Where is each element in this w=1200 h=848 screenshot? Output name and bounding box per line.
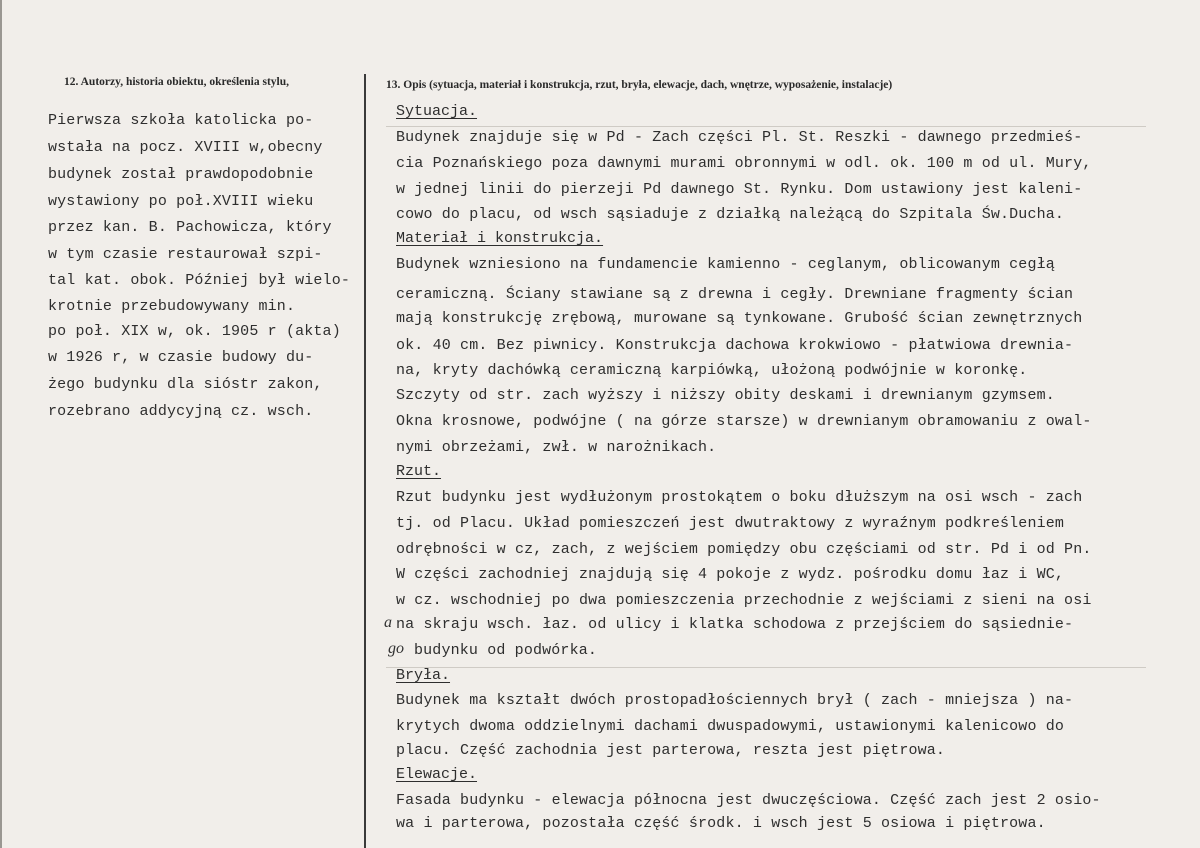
desc-line: Fasada budynku - elewacja północna jest dwuczęściowa. Część zach jest 2 osio- — [396, 792, 1101, 809]
desc-line: krytych dwoma oddzielnymi dachami dwuspadowymi, ustawionymi kalenicowo do — [396, 718, 1065, 735]
left-column-heading: 12. Autorzy, historia obiektu, określenia stylu, — [64, 76, 290, 88]
section-title-elewacje: Elewacje. — [396, 766, 478, 783]
desc-line: mają konstrukcję zrębową, murowane są tynkowane. Grubość ścian zewnętrznych — [396, 310, 1083, 327]
desc-line: Budynek ma kształt dwóch prostopadłościennych brył ( zach - mniejsza ) na- — [396, 692, 1074, 709]
left-line: budynek został prawdopodobnie — [48, 166, 314, 183]
desc-line: ok. 40 cm. Bez piwnicy. Konstrukcja dachowa krokwiowo - płatwiowa drewnia- — [396, 337, 1074, 354]
desc-line: Rzut budynku jest wydłużonym prostokątem o boku dłuższym na osi wsch - zach — [396, 489, 1083, 506]
form-rule — [386, 126, 1146, 127]
left-line: wystawiony po poł.XVIII wieku — [48, 193, 314, 210]
section-title-bryla: Bryła. — [396, 667, 451, 684]
section-title-sytuacja: Sytuacja. — [396, 103, 478, 120]
desc-line: cowo do placu, od wsch sąsiaduje z działką należącą do Szpitala Św.Ducha. — [396, 206, 1065, 223]
left-line: przez kan. B. Pachowicza, który — [48, 219, 332, 236]
left-line: w tym czasie restaurował szpi- — [48, 246, 323, 263]
desc-line: Szczyty od str. zach wyższy i niższy obity deskami i drewnianym gzymsem. — [396, 387, 1055, 404]
desc-line: wa i parterowa, pozostała część środk. i wsch jest 5 osiowa i piętrowa. — [396, 815, 1046, 832]
left-line: Pierwsza szkoła katolicka po- — [48, 112, 314, 129]
section-title-rzut: Rzut. — [396, 463, 442, 480]
desc-line: w jednej linii do pierzeji Pd dawnego St. Rynku. Dom ustawiony jest kaleni- — [396, 181, 1083, 198]
desc-line: odrębności w cz, zach, z wejściem pomiędzy obu częściami od str. Pd i od Pn. — [396, 541, 1092, 558]
left-line: krotnie przebudowywany min. — [48, 298, 296, 315]
column-divider — [364, 74, 366, 848]
form-rule — [386, 667, 1146, 668]
desc-line: tj. od Placu. Układ pomieszczeń jest dwutraktowy z wyraźnym podkreśleniem — [396, 515, 1065, 532]
desc-line: Budynek znajduje się w Pd - Zach części Pl. St. Reszki - dawnego przedmieś- — [396, 129, 1083, 146]
left-line: tal kat. obok. Później był wielo- — [48, 272, 350, 289]
section-title-material: Materiał i konstrukcja. — [396, 230, 604, 247]
desc-line: cia Poznańskiego poza dawnymi murami obronnymi w odl. ok. 100 m od ul. Mury, — [396, 155, 1092, 172]
desc-line: na skraju wsch. łaz. od ulicy i klatka schodowa z przejściem do sąsiednie- — [396, 616, 1074, 633]
handwritten-mark-go: go — [388, 640, 404, 657]
desc-line: Budynek wzniesiono na fundamencie kamienno - ceglanym, oblicowanym cegłą — [396, 256, 1055, 273]
desc-line: nymi obrzeżami, zwł. w narożnikach. — [396, 439, 717, 456]
desc-line: w cz. wschodniej po dwa pomieszczenia przechodnie z wejściami z sieni na osi — [396, 592, 1092, 609]
desc-line: budynku od podwórka. — [414, 642, 598, 659]
right-column-heading: 13. Opis (sytuacja, materiał i konstrukcja, rzut, bryła, elewacje, dach, wnętrze, wyposażenie, instalacje) — [386, 79, 893, 91]
left-line: rozebrano addycyjną cz. wsch. — [48, 403, 314, 420]
left-line: po poł. XIX w, ok. 1905 r (akta) — [48, 323, 341, 340]
handwritten-mark-a: a — [384, 614, 392, 631]
desc-line: placu. Część zachodnia jest parterowa, reszta jest piętrowa. — [396, 742, 946, 759]
left-line: żego budynku dla sióstr zakon, — [48, 376, 323, 393]
desc-line: ceramiczną. Ściany stawiane są z drewna i cegły. Drewniane fragmenty ścian — [396, 286, 1074, 303]
desc-line: W części zachodniej znajdują się 4 pokoje z wydz. pośrodku domu łaz i WC, — [396, 566, 1065, 583]
desc-line: na, kryty dachówką ceramiczną karpiówką, ułożoną podwójnie w koronkę. — [396, 362, 1028, 379]
left-line: w 1926 r, w czasie budowy du- — [48, 349, 314, 366]
left-line: wstała na pocz. XVIII w,obecny — [48, 139, 323, 156]
desc-line: Okna krosnowe, podwójne ( na górze starsze) w drewnianym obramowaniu z owal- — [396, 413, 1092, 430]
